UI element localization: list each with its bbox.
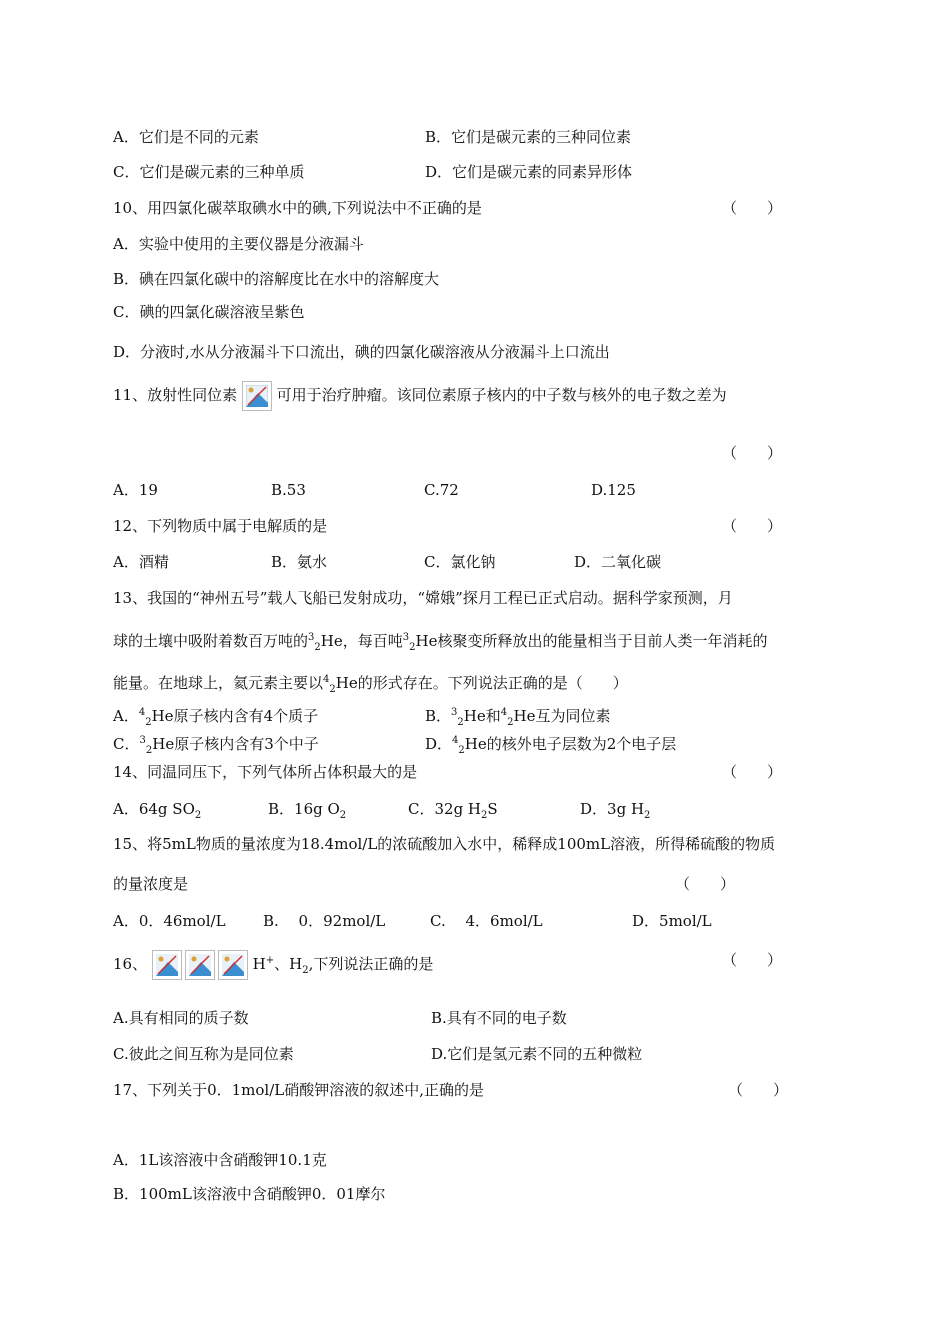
q13-line-2-c: 核聚变所释放出的能量相当于目前人类一年消耗的 <box>437 632 768 650</box>
q16-stem: 16、 H+、$H_2$,下列说法正确的是 <box>113 950 433 981</box>
q9-option-b: B．它们是碳元素的三种同位素 <box>425 128 632 146</box>
q13-option-d: D．$^4_2$He的核外电子层数为2个电子层 <box>425 735 677 756</box>
q15-option-c: C. 4．6mol/L <box>430 912 543 930</box>
q16-option-b: B.具有不同的电子数 <box>431 1009 567 1027</box>
q16-stem-suffix: ,下列说法正确的是 <box>308 955 434 973</box>
q15-option-a: A．0．46mol/L <box>113 912 226 930</box>
q12-option-d: D．二氧化碳 <box>574 553 662 571</box>
he3-symbol: He <box>320 632 343 650</box>
q9-option-a: A．它们是不同的元素 <box>113 128 259 146</box>
q16-option-c: C.彼此之间互称为是同位素 <box>113 1045 294 1063</box>
he3-symbol-b: He <box>463 707 486 725</box>
q13-option-c-text: 原子核内含有3个中子 <box>174 735 319 753</box>
q15-option-d: D．5mol/L <box>632 912 712 930</box>
q13-option-b-text: 互为同位素 <box>535 707 611 725</box>
broken-image-icon <box>152 950 182 980</box>
q17-option-a: A．1L该溶液中含硝酸钾10.1克 <box>113 1151 327 1169</box>
q17-answer-paren: （ ） <box>728 1081 789 1099</box>
q13-option-d-text: 的核外电子层数为2个电子层 <box>486 735 677 753</box>
q10-option-a: A．实验中使用的主要仪器是分液漏斗 <box>113 235 364 253</box>
q13-option-a-text: 原子核内含有4个质子 <box>173 707 319 725</box>
he4-symbol: He <box>335 674 358 692</box>
q13-option-b-label: B． <box>425 707 452 725</box>
q9-option-c: C．它们是碳元素的三种单质 <box>113 163 305 181</box>
he4-symbol-b: He <box>513 707 536 725</box>
q16-h-ion: H <box>252 955 266 973</box>
q13-line-3-b: 的形式存在。下列说法正确的是（ ） <box>357 674 628 692</box>
q12-stem: 12、下列物质中属于电解质的是 <box>113 517 328 535</box>
broken-image-icon <box>242 381 272 411</box>
q13-line-3: 能量。在地球上，氦元素主要以$^4_2$He的形式存在。下列说法正确的是（ ） <box>113 674 628 695</box>
q11-option-a: A．19 <box>113 481 158 499</box>
q16-h2: 、H <box>274 955 303 973</box>
q11-stem <box>113 381 727 411</box>
q16-option-d: D.它们是氢元素不同的五种微粒 <box>431 1045 643 1063</box>
q14-option-b: B．16g $O_2$ <box>268 800 347 821</box>
q16-answer-paren: （ ） <box>722 951 783 969</box>
q14-option-c-text: C．32g H <box>408 800 482 818</box>
q13-line-2-a: 球的土壤中吸附着数百万吨的 <box>113 632 309 650</box>
q11-option-c: C.72 <box>424 481 459 499</box>
he3-symbol-c: He <box>152 735 175 753</box>
q16-stem-prefix: 16、 <box>113 955 148 973</box>
q13-option-c: C．$^3_2$He原子核内含有3个中子 <box>113 735 319 756</box>
q11-stem-part-b: 可用于治疗肿瘤。该同位素原子核内的中子数与核外的电子数之差为 <box>276 386 727 404</box>
q11-answer-paren: （ ） <box>722 444 783 462</box>
he3-symbol-2: He <box>415 632 438 650</box>
q13-option-b: B．$^3_2$He和$^4_2$He互为同位素 <box>425 707 611 728</box>
q14-option-a-text: A．64g SO <box>113 800 195 818</box>
q14-stem: 14、同温同压下，下列气体所占体积最大的是 <box>113 763 418 781</box>
q12-option-b: B．氨水 <box>271 553 328 571</box>
q15-line-1: 15、将5mL物质的量浓度为18.4mol/L的浓硫酸加入水中，稀释成100mL溶液，所得稀硫酸的物质 <box>113 835 776 853</box>
q14-option-d-text: D．3g H <box>580 800 645 818</box>
q11-option-d: D.125 <box>591 481 636 499</box>
q10-option-d: D．分液时,水从分液漏斗下口流出，碘的四氯化碳溶液从分液漏斗上口流出 <box>113 343 610 361</box>
q12-answer-paren: （ ） <box>722 517 783 535</box>
q13-option-a: A．$^4_2$He原子核内含有4个质子 <box>113 707 319 728</box>
q12-option-c: C．氯化钠 <box>424 553 496 571</box>
q13-line-2-b: ，每百吨 <box>342 632 403 650</box>
q15-line-2: 的量浓度是 <box>113 875 189 893</box>
q10-answer-paren: （ ） <box>722 199 783 217</box>
broken-image-icon <box>185 950 215 980</box>
q13-line-1: 13、我国的“神州五号”载人飞船已发射成功，“嫦娥”探月工程已正式启动。据科学家预测，月 <box>113 589 733 607</box>
q13-option-b-and: 和 <box>485 707 501 725</box>
q13-line-3-a: 能量。在地球上，氦元素主要以 <box>113 674 324 692</box>
q12-option-a: A．酒精 <box>113 553 169 571</box>
q17-option-b: B．100mL该溶液中含硝酸钾0．01摩尔 <box>113 1185 386 1203</box>
broken-image-icon <box>218 950 248 980</box>
q16-option-a: A.具有相同的质子数 <box>113 1009 249 1027</box>
q10-stem: 10、用四氯化碳萃取碘水中的碘,下列说法中不正确的是 <box>113 199 482 217</box>
q15-option-b: B. 0．92mol/L <box>263 912 386 930</box>
q13-line-2: 球的土壤中吸附着数百万吨的$^3_2$He，每百吨$^3_2$He核聚变所释放出的能量相当于目前人类一年消耗的 <box>113 632 768 653</box>
q14-option-a: A．64g $SO_2$ <box>113 800 202 821</box>
q10-option-c: C．碘的四氯化碳溶液呈紫色 <box>113 303 305 321</box>
q14-answer-paren: （ ） <box>722 763 783 781</box>
q9-option-d: D．它们是碳元素的同素异形体 <box>425 163 633 181</box>
q17-stem: 17、下列关于0．1mol/L硝酸钾溶液的叙述中,正确的是 <box>113 1081 485 1099</box>
he4-symbol-d: He <box>464 735 487 753</box>
q11-option-b: B.53 <box>271 481 306 499</box>
q14-option-c: C．32g $H_2S$ <box>408 800 498 821</box>
q10-option-b: B．碘在四氯化碳中的溶解度比在水中的溶解度大 <box>113 270 440 288</box>
q15-answer-paren: （ ） <box>675 875 736 893</box>
q14-option-b-text: B．16g O <box>268 800 340 818</box>
q11-stem-part-a: 11、放射性同位素 <box>113 386 238 404</box>
he4-symbol-a: He <box>151 707 174 725</box>
q14-option-d: D．3g $H_2$ <box>580 800 651 821</box>
